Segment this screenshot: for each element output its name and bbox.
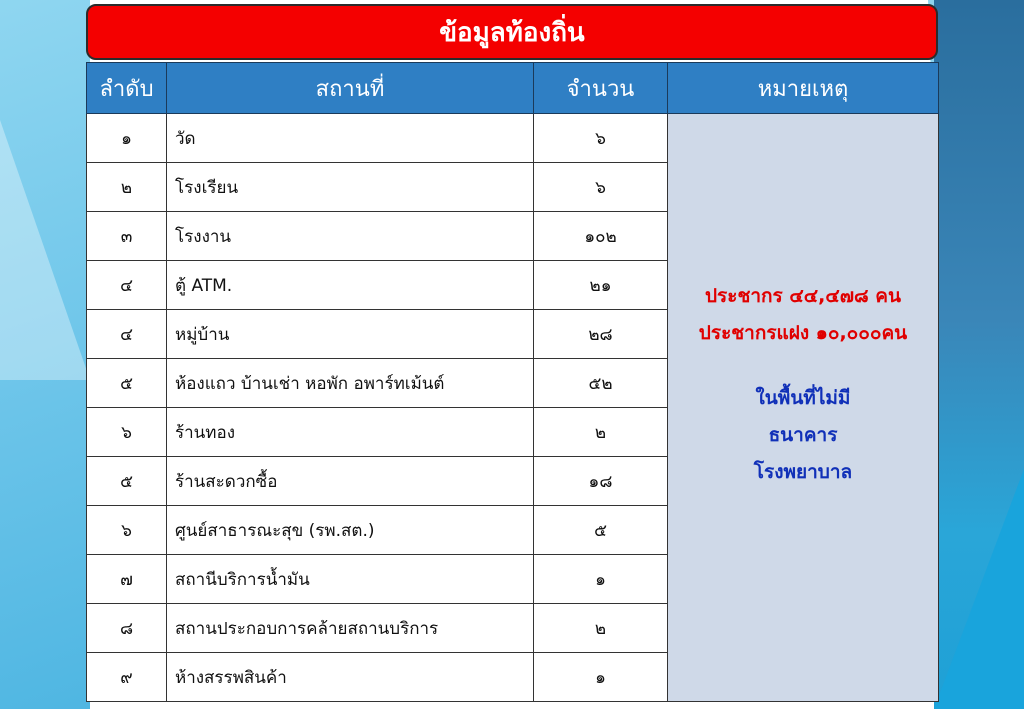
header-order: ลำดับ — [87, 63, 167, 114]
row-order: ๗ — [87, 555, 167, 604]
table-row — [87, 114, 939, 163]
row-place: ห้างสรรพสินค้า — [167, 653, 534, 702]
note-hidden-population: ประชากรแฝง ๑๐,๐๐๐คน — [698, 322, 908, 344]
row-count: ๑ — [534, 653, 668, 702]
row-order: ๖ — [87, 408, 167, 457]
header-note: หมายเหตุ — [668, 63, 939, 114]
row-place: วัด — [167, 114, 534, 163]
row-order: ๙ — [87, 653, 167, 702]
header-place: สถานที่ — [167, 63, 534, 114]
slide-title: ข้อมูลท้องถิ่น — [86, 4, 938, 60]
row-count: ๕๒ — [534, 359, 668, 408]
row-place: โรงเรียน — [167, 163, 534, 212]
row-place: สถานีบริการน้ำมัน — [167, 555, 534, 604]
row-count: ๖ — [534, 163, 668, 212]
row-count: ๑๐๒ — [534, 212, 668, 261]
row-place: โรงงาน — [167, 212, 534, 261]
note-absent-hospital: โรงพยาบาล — [753, 461, 853, 483]
slide-content — [86, 4, 938, 702]
row-place: ร้านสะดวกซื้อ — [167, 457, 534, 506]
row-count: ๒๑ — [534, 261, 668, 310]
row-count: ๕ — [534, 506, 668, 555]
row-order: ๒ — [87, 163, 167, 212]
row-order: ๑ — [87, 114, 167, 163]
row-order: ๔ — [87, 261, 167, 310]
row-count: ๒ — [534, 408, 668, 457]
note-cell — [668, 114, 939, 702]
row-order: ๕ — [87, 457, 167, 506]
local-info-table — [86, 62, 939, 702]
row-order: ๕ — [87, 359, 167, 408]
row-count: ๑๘ — [534, 457, 668, 506]
row-count: ๖ — [534, 114, 668, 163]
table-header-row — [87, 63, 939, 114]
row-place: หมู่บ้าน — [167, 310, 534, 359]
note-absent-label: ในพื้นที่ไม่มี — [755, 387, 851, 409]
row-order: ๖ — [87, 506, 167, 555]
row-place: ห้องแถว บ้านเช่า หอพัก อพาร์ทเม้นต์ — [167, 359, 534, 408]
background-right-triangle — [934, 469, 1024, 709]
row-place: ร้านทอง — [167, 408, 534, 457]
note-population: ประชากร ๔๔,๔๗๘ คน — [705, 285, 901, 307]
row-count: ๒๘ — [534, 310, 668, 359]
row-order: ๘ — [87, 604, 167, 653]
row-count: ๒ — [534, 604, 668, 653]
row-place: ตู้ ATM. — [167, 261, 534, 310]
header-count: จำนวน — [534, 63, 668, 114]
note-absent-bank: ธนาคาร — [768, 424, 838, 446]
row-order: ๓ — [87, 212, 167, 261]
row-place: สถานประกอบการคล้ายสถานบริการ — [167, 604, 534, 653]
background-left-stripe — [0, 120, 90, 380]
row-place: ศูนย์สาธารณะสุข (รพ.สต.) — [167, 506, 534, 555]
row-order: ๔ — [87, 310, 167, 359]
row-count: ๑ — [534, 555, 668, 604]
